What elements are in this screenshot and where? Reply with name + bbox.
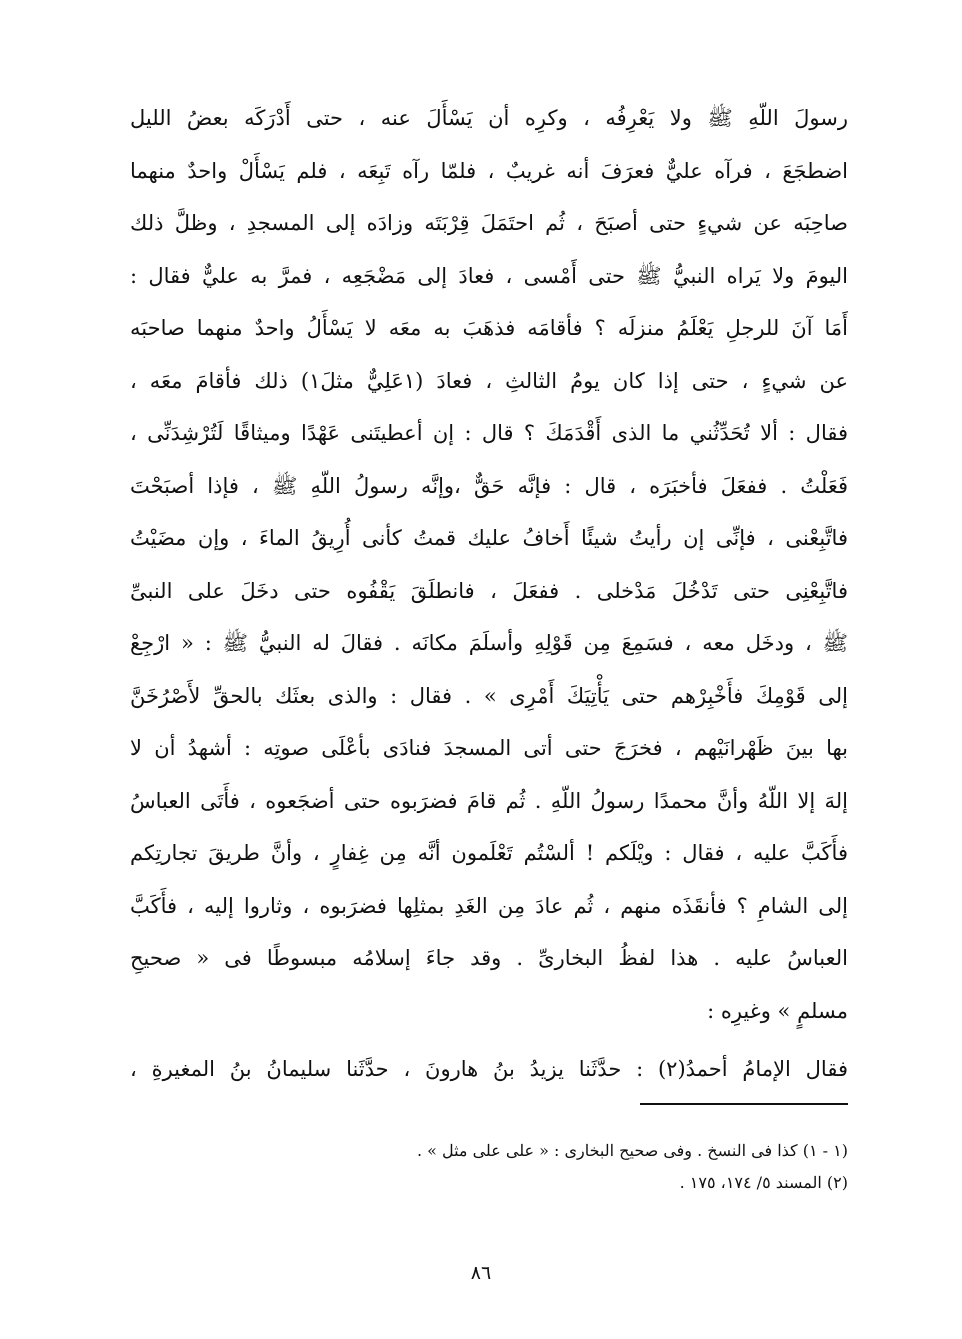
text-line: إلهَ إلا اللّهُ وأنَّ محمدًا رسولُ اللّهِ . ثُم قامَ فضرَبوه حتى أضجَعوه ، فأَتَى العباسُ <box>130 788 848 813</box>
text-line: اليومَ ولا يَراه النبيُّ ﷺ حتى أَمْسى ، فعادَ إلى مَضْجَعِه ، فمرَّ به عليٌّ فقال : <box>130 263 848 288</box>
text-line: ﷺ ، ودخَل معه ، فسَمِعَ مِن قَوْلِهِ وأسلَمَ مكانَه . فقالَ له النبيُّ ﷺ : « ارْجِعْ <box>130 631 848 655</box>
text-line-new-paragraph: فقال الإمامُ أحمدُ(٢) : حدَّثَنا يزيدُ بنُ هارونَ ، حدَّثَنا سليمانُ بنُ المغيرةِ ، <box>130 1057 848 1081</box>
text-line: العباسُ عليه . هذا لفظُ البخارىِّ . وقد جاءَ إسلامُه مبسوطًا فى « صحيحِ <box>130 946 848 970</box>
text-line: عن شيءٍ ، حتى إذا كان يومُ الثالثِ ، فعادَ (١عَلِيٌّ مثلَ١) ذلك فأقامَ معَه ، <box>130 368 848 393</box>
footnotes <box>300 1135 848 1199</box>
text-line: فَعَلْتُ . ففعَلَ فأخبَرَه ، قال : فإنَّه حَقٌّ ،وإنَّه رسولُ اللّهِ ﷺ ، فإذا أصبَحْتَ <box>130 473 848 498</box>
main-text-block <box>130 92 848 1096</box>
text-line-paragraph-end: مسلمٍ » وغيرِه : <box>707 998 848 1023</box>
text-line: إلى قَوْمِكَ فأَخْبِرْهم حتى يَأْتِيَكَ أَمْرِى » . فقال : والذى بعثَك بالحقِّ لأَصْرُخَنَّ <box>130 683 848 708</box>
text-line: إلى الشامِ ؟ فأنقَذَه منهم ، ثُم عادَ مِن الغَدِ بمثلِها فضرَبوه ، وثاروا إليه ، فأَكَبَّ <box>130 893 848 918</box>
text-line: اضطجَعَ ، فرآه عليٌّ فعرَفَ أنه غريبٌ ، فلمّا رآه تَبِعَه ، فلم يَسْأَلْ واحدٌ منهما <box>130 158 848 183</box>
text-line: فقال : ألا تُحَدِّثُني ما الذى أَقْدَمَكَ ؟ قال : إن أعطيتَنى عَهْدًا وميثاقًا لَتُرْشِدَنِّى ، <box>130 421 848 445</box>
footnote-separator <box>640 1103 848 1105</box>
footnote-2: (٢) المسند ٥/ ١٧٤، ١٧٥ . <box>679 1173 848 1192</box>
footnote-1: (١ - ١) كذا فى النسخ . وفى صحيح البخارى : « على على مثل » . <box>416 1141 848 1160</box>
text-line: رسولَ اللّهِ ﷺ ولا يَعْرِفُه ، وكرِه أن يَسْأَلَ عنه ، حتى أَدْرَكَه بعضُ الليل <box>130 106 848 130</box>
text-line: أَمَا آنَ للرجلِ يَعْلَمُ منزلَه ؟ فأقامَه فذهَبَ به معَه لا يَسْأَلُ واحدٌ منهما صاحبَه <box>130 316 848 340</box>
text-line: فأَكَبَّ عليه ، فقال : ويْلَكم ! ألسْتُم تَعْلَمون أنَّه مِن غِفارٍ ، وأنَّ طريقَ تجارتِكم <box>130 841 848 865</box>
text-line: فاتَّبِعْنِى حتى تَدْخُلَ مَدْخلى . ففعَلَ ، فانطلَقَ يَقْفُوه حتى دخَلَ على النبىِّ <box>130 578 848 603</box>
text-line: فاتَّبِعْنى ، فإنِّى إن رأيتُ شيئًا أَخافُ عليك قمتُ كأنى أُرِيقُ الماءَ ، وإن مضَيْتُ <box>130 526 848 550</box>
page-number: ٨٦ <box>470 1262 492 1284</box>
text-line: بها بينَ ظَهْرانَيْهم ، فخرَجَ حتى أتى المسجدَ فنادَى بأعْلَى صوتِه : أشهدُ أن لا <box>130 736 848 760</box>
text-line: صاحِبَه عن شيءٍ حتى أصبَحَ ، ثُم احتَمَلَ قِرْبَتَه وزادَه إلى المسجدِ ، وظلَّ ذلك <box>130 211 848 235</box>
